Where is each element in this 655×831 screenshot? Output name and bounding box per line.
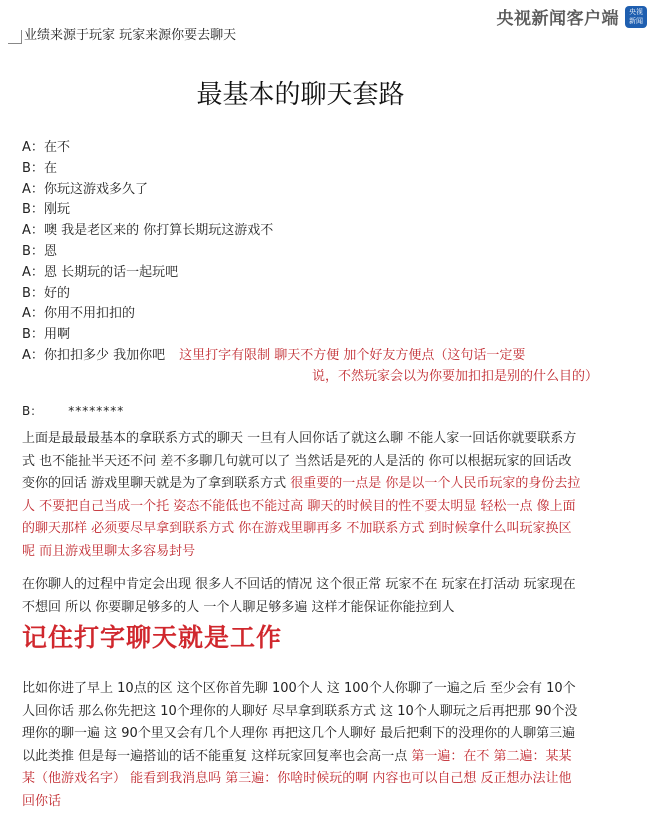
speaker: A：: [22, 306, 44, 322]
logo-top-text: 央视: [629, 7, 643, 16]
page-header: 业绩来源于玩家 玩家来源你要去聊天: [24, 28, 237, 43]
dialogue-line: [22, 304, 622, 325]
line-text: 你玩这游戏多久了: [44, 181, 149, 197]
line-text: 用啊: [44, 327, 71, 343]
masked-number: ********: [68, 403, 125, 418]
dialogue-line: [22, 159, 622, 180]
paragraph-example: [22, 678, 582, 813]
paragraph-highlight: 很重要的一点是 你是以一个人民币玩家的身份去拉人 不要把自己当成一个托 姿态不能低也不能过高 聊天的时候目的性不要太明显 轻松一点 像上面的聊天那样 必须要尽早拿到联系方式 你在游戏里聊再多 不加联系方式 到时候拿什么叫玩家换区呢 而且游戏里聊太多容易封号: [22, 476, 581, 559]
paragraph-text: 上面是最最最基本的拿联系方式的聊天 一旦有人回你话了就这么聊 不能人家一回话你就要联系方式 也不能扯半天还不问 差不多聊几句就可以了 当然话是死的人是活的 你可以根据玩家的回话改变你的回话 游戏里聊天就是为了拿到联系方式: [22, 431, 577, 491]
dialogue-line: [22, 325, 622, 346]
dialogue-line: [22, 221, 622, 242]
dialogue-line: [22, 138, 622, 159]
dialogue-note: 这里打字有限制 聊天不方便 加个好友方便点（这句话一定要: [179, 347, 526, 363]
dialogue-line: [22, 401, 622, 421]
line-text: 你扣扣多少 我加你吧: [44, 347, 166, 363]
paragraph-contact-method: [22, 428, 582, 563]
logo-bottom-text: 新闻: [629, 16, 643, 25]
speaker: A：: [22, 181, 44, 197]
line-text: 刚玩: [44, 202, 71, 218]
speaker: A：: [22, 347, 44, 363]
paragraph-keep-chatting: 在你聊人的过程中肯定会出现 很多人不回话的情况 这个很正常 玩家不在 玩家在打活动 玩家现在不想回 所以 你要聊足够多的人 一个人聊足够多遍 这样才能保证你能拉到人: [22, 577, 576, 615]
key-slogan: 记住打字聊天就是工作: [22, 623, 283, 652]
speaker: B：: [22, 327, 44, 343]
line-text: 噢 我是老区来的 你打算长期玩这游戏不: [44, 223, 274, 239]
dialogue-line: [22, 284, 622, 305]
line-text: 恩: [44, 243, 58, 259]
speaker: B：: [22, 403, 43, 418]
line-text: 在: [44, 160, 58, 176]
watermark-text: 央视新闻客户端: [496, 9, 619, 29]
line-text: 恩 长期玩的话一起玩吧: [44, 264, 179, 280]
speaker: A：: [22, 223, 44, 239]
line-text: 你用不用扣扣的: [44, 306, 136, 322]
line-text: 好的: [44, 285, 71, 301]
speaker: A：: [22, 264, 44, 280]
speaker: B：: [22, 202, 44, 218]
cctv-news-logo-icon: [625, 6, 647, 28]
dialogue-block: [22, 138, 622, 421]
dialogue-line: [22, 263, 622, 284]
line-text: 在不: [44, 140, 71, 155]
speaker: B：: [22, 160, 44, 176]
dialogue-note-continuation: 说，不然玩家会以为你要加扣扣是别的什么目的）: [311, 368, 598, 384]
watermark: [497, 4, 648, 29]
speaker: B：: [22, 285, 44, 301]
dialogue-line: [22, 180, 622, 201]
dialogue-line: [22, 242, 622, 263]
page-corner-mark: [8, 30, 22, 44]
speaker: A：: [22, 140, 44, 155]
page-title: 最基本的聊天套路: [196, 80, 405, 110]
paragraph-highlight: 第一遍：在不 第二遍：某某某（他游戏名字） 能看到我消息吗 第三遍：你啥时候玩的啊 内容也可以自己想 反正想办法让他回你话: [22, 748, 572, 809]
paragraph-text: 比如你进了早上 10点的区 这个区你首先聊 100个人 这 100个人你聊了一遍之后 至少会有 10个人回你话 那么你先把这 10个理你的人聊好 尽早拿到联系方式 这 10个人聊玩之后再把那 90个没理你的聊一遍 这 90个里又会有几个人理你 再把这几个人聊好 最后把剩下的没理你的人聊第三遍 以此类推 但是每一遍搭讪的话不能重复 这样玩家回复率也会高一点: [22, 681, 578, 764]
dialogue-line: [22, 346, 622, 367]
dialogue-line: [22, 200, 622, 221]
speaker: B：: [22, 243, 44, 259]
